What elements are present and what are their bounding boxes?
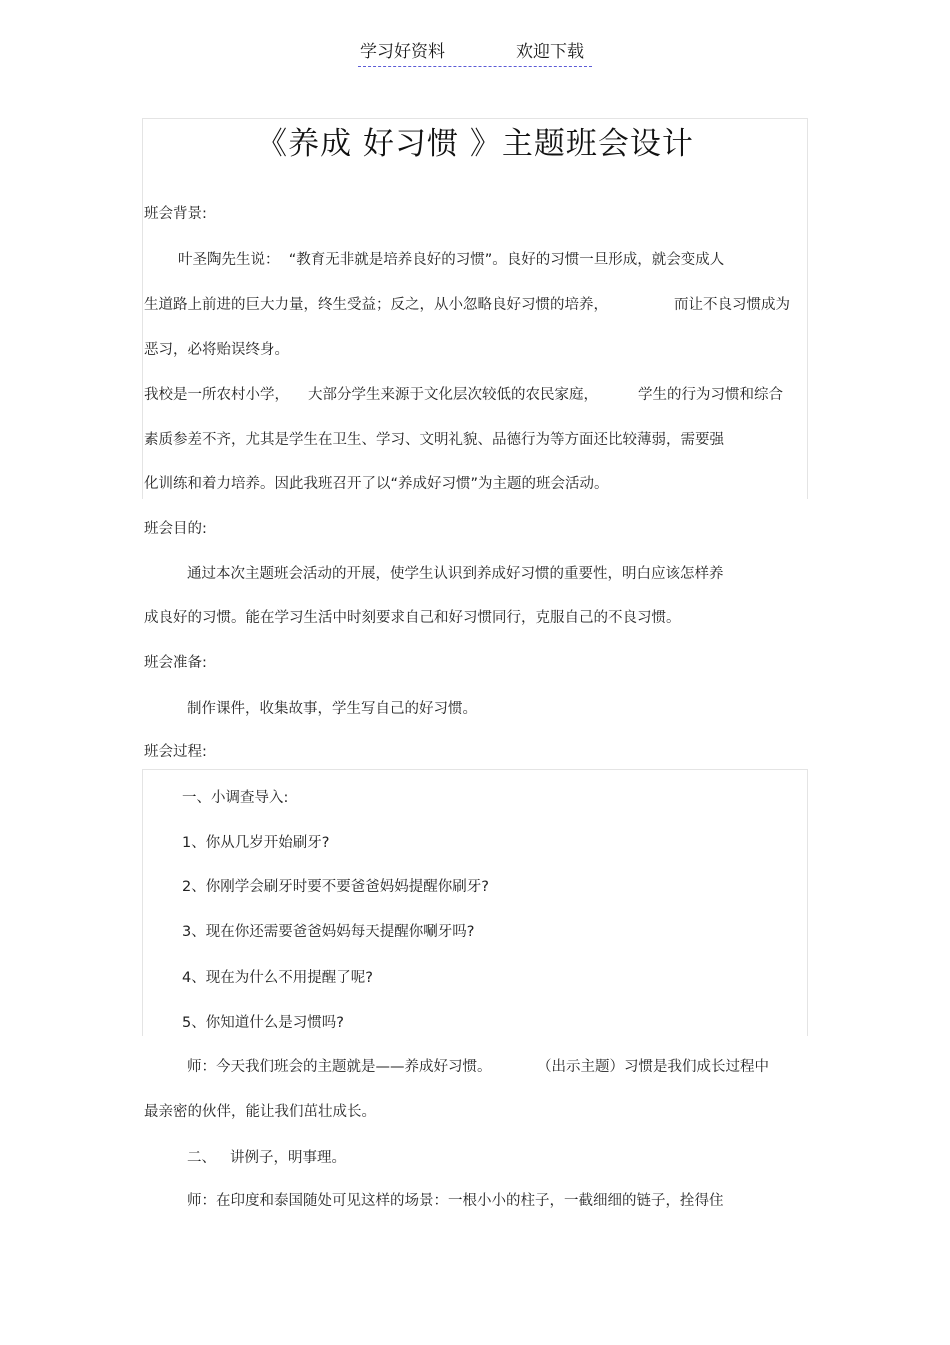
section2-heading: 讲例子，明事理。 xyxy=(230,1150,346,1166)
background-p1-line2a: 生道路上前进的巨大力量，终生受益；反之，从小忽略良好习惯的培养， xyxy=(144,297,608,313)
teacher-line1a: 师：今天我们班会的主题就是——养成好习惯。 xyxy=(187,1059,492,1075)
background-heading: 班会背景: xyxy=(144,206,207,222)
teacher-line1b: （出示主题）习惯是我们成长过程中 xyxy=(537,1059,769,1075)
background-p1-line3: 恶习，必将贻误终身。 xyxy=(144,342,289,358)
background-p2-line2: 素质参差不齐，尤其是学生在卫生、学习、文明礼貌、品德行为等方面还比较薄弱，需要强 xyxy=(144,432,724,448)
preparation-heading: 班会准备: xyxy=(144,655,207,671)
background-p2-line1b: 大部分学生来源于文化层次较低的农民家庭， xyxy=(308,387,598,403)
section2-number: 二、 xyxy=(187,1150,216,1166)
page-header xyxy=(358,40,592,67)
background-p1-line2b: 而让不良习惯成为 xyxy=(674,297,790,313)
teacher-line2: 师：在印度和泰国随处可见这样的场景：一根小小的柱子，一截细细的链子，拴得住 xyxy=(187,1193,724,1209)
background-p2-line3: 化训练和着力培养。因此我班召开了以“养成好习惯”为主题的班会活动。 xyxy=(144,476,609,492)
background-p2-line1a: 我校是一所农村小学， xyxy=(144,387,289,403)
question-3: 3、现在你还需要爸爸妈妈每天提醒你唰牙吗? xyxy=(182,924,475,940)
question-5: 5、你知道什么是习惯吗? xyxy=(182,1015,344,1031)
question-2: 2、你刚学会刷牙时要不要爸爸妈妈提醒你刷牙? xyxy=(182,879,489,895)
teacher-line1c: 最亲密的伙伴，能让我们茁壮成长。 xyxy=(144,1104,376,1120)
header-left-text: 学习好资料 xyxy=(360,42,445,62)
background-p2-line1c: 学生的行为习惯和综合 xyxy=(638,387,783,403)
document-title: 《养成 好习惯 》主题班会设计 xyxy=(256,126,694,162)
purpose-line1: 通过本次主题班会活动的开展，使学生认识到养成好习惯的重要性，明白应该怎样养 xyxy=(187,566,724,582)
purpose-line2: 成良好的习惯。能在学习生活中时刻要求自己和好习惯同行，克服自己的不良习惯。 xyxy=(144,610,681,626)
background-p1-line1: 叶圣陶先生说： “教育无非就是培养良好的习惯”。良好的习惯一旦形成，就会变成人 xyxy=(178,252,725,268)
survey-frame xyxy=(142,769,808,1036)
question-1: 1、你从几岁开始刷牙? xyxy=(182,835,330,851)
preparation-line1: 制作课件，收集故事，学生写自己的好习惯。 xyxy=(187,701,477,717)
section1-heading: 一、小调查导入: xyxy=(182,790,289,806)
process-heading: 班会过程: xyxy=(144,744,207,760)
purpose-heading: 班会目的: xyxy=(144,521,207,537)
question-4: 4、现在为什么不用提醒了呢? xyxy=(182,970,373,986)
header-right-text: 欢迎下载 xyxy=(516,42,584,62)
